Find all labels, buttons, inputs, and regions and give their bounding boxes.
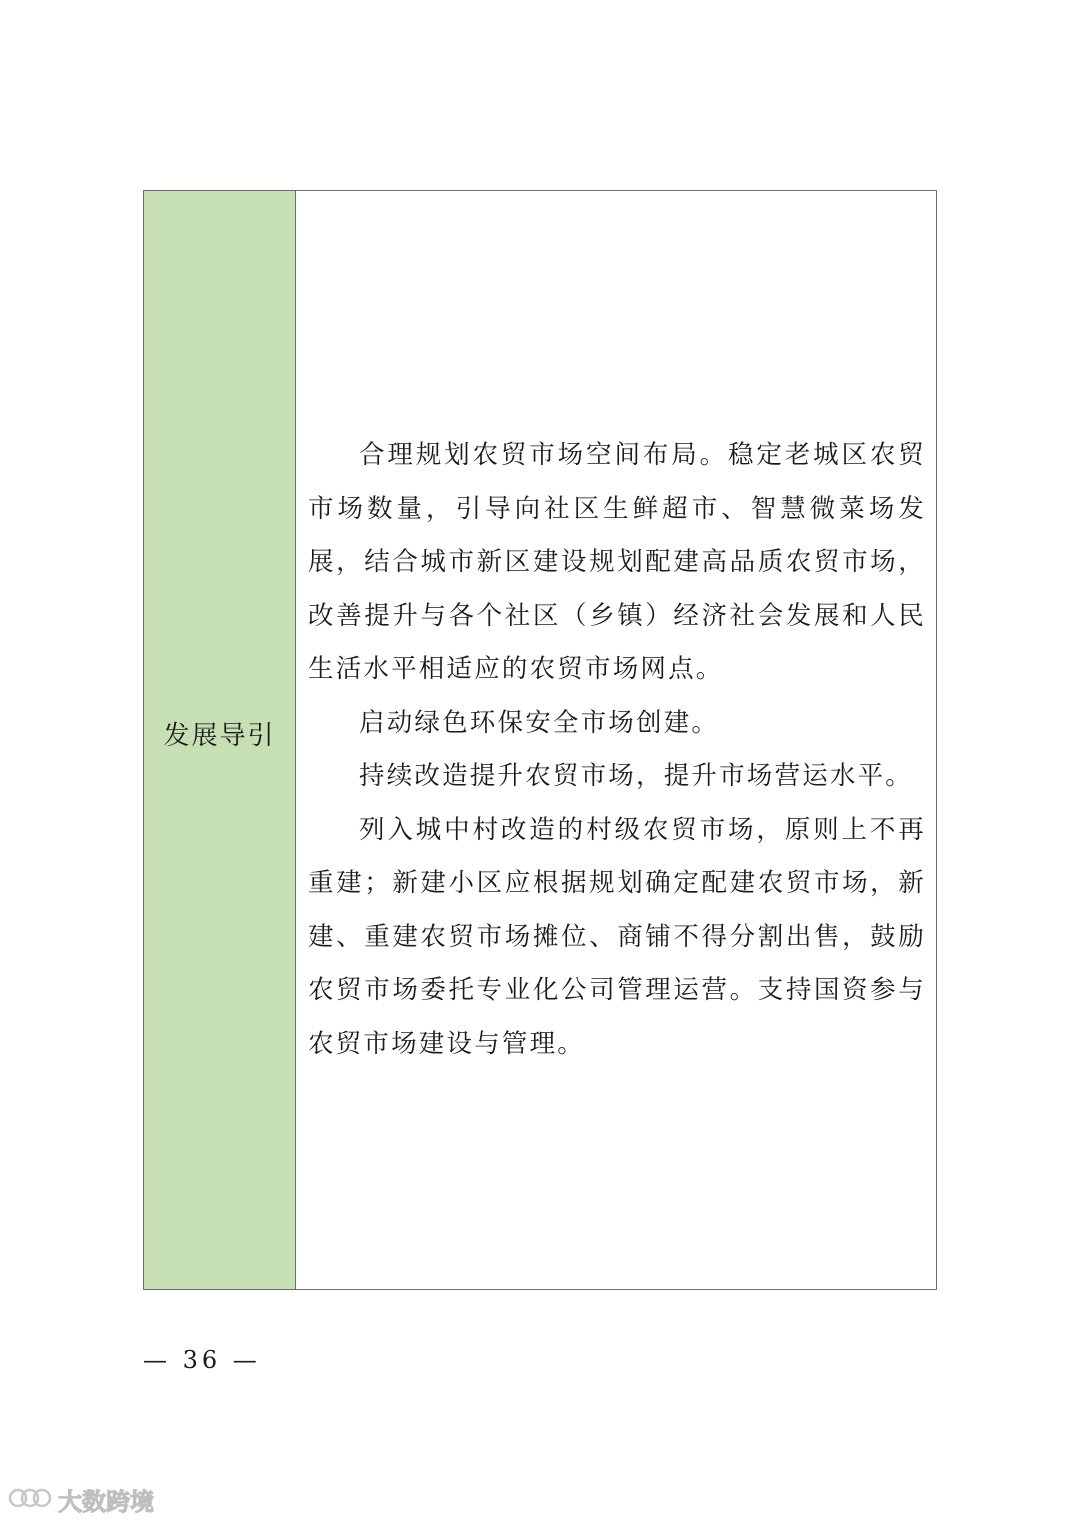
watermark: [8, 1482, 154, 1517]
logo-icon: [8, 1484, 52, 1516]
paragraph-layout: 合理规划农贸市场空间布局。稳定老城区农贸市场数量，引导向社区生鲜超市、智慧微菜场发展，结合城市新区建设规划配建高品质农贸市场，改善提升与各个社区（乡镇）经济社会发展和人民生活水平相适应的农贸市场网点。: [308, 440, 926, 684]
content-cell: [296, 191, 936, 1289]
watermark-text: 大数跨境: [58, 1488, 154, 1516]
label-cell: [144, 191, 296, 1289]
label-text: 发展导引: [163, 720, 276, 751]
paragraph-green-market: 启动绿色环保安全市场创建。: [359, 707, 720, 738]
paragraph-urban-village: 列入城中村改造的村级农贸市场，原则上不再重建；新建小区应根据规划确定配建农贸市场，新建、重建农贸市场摊位、商铺不得分割出售，鼓励农贸市场委托专业化公司管理运营。支持国资参与农贸市场建设与管理。: [308, 814, 926, 1059]
paragraph-upgrade: 持续改造提升农贸市场，提升市场营运水平。: [359, 761, 914, 791]
policy-table: [143, 190, 937, 1290]
page-number: — 36 —: [143, 1346, 261, 1374]
